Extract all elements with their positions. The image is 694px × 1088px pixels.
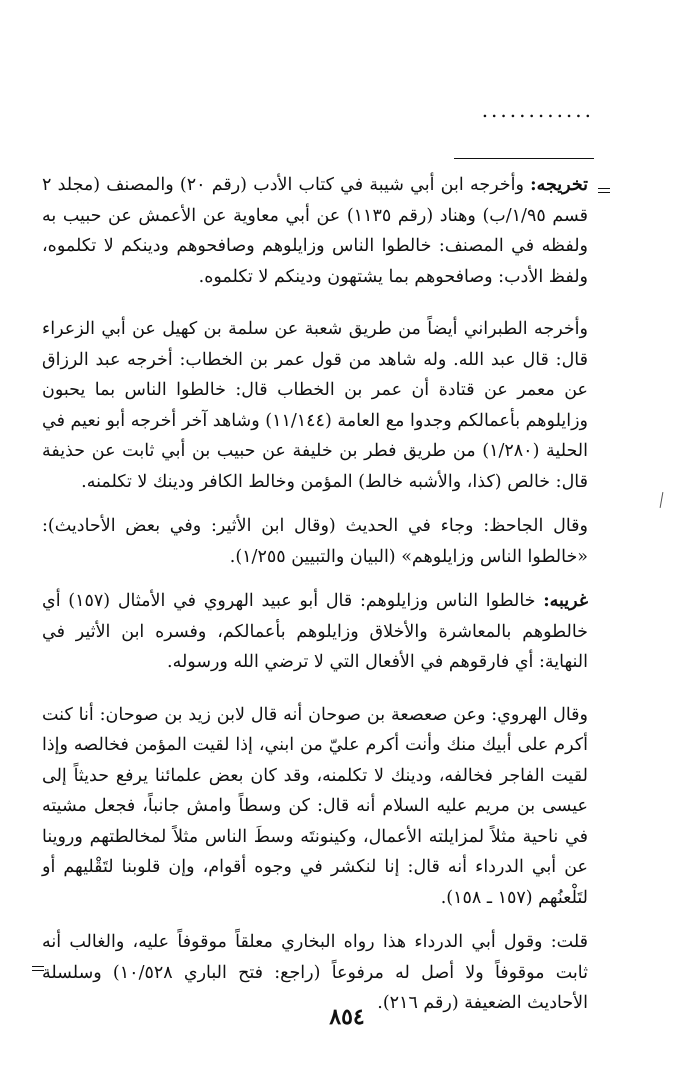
paragraph-harawi: وقال الهروي: وعن صعصعة بن صوحان أنه قال لابن زيد بن صوحان: أنا كنت أكرم على أبيك منك وأنت أكرم عليّ من ابني، إذا لقيت المؤمن فخالصه وإذا لقيت الفاجر فخالفه، ودينك لا تكلمنه، وقد كان بعض علمائنا يرفع حديثاً إلى عيسى بن مريم عليه السلام أنه قال: كن وسطاً وامش جانباً، فجعل مشيته في ناحية مثلاً لمزايلته الأعمال، وكينونتَه وسطَ الناس مثلاً لمخالطتهم وروينا عن أبي الدرداء أنه قال: إنا لنكشر في وجوه أقوام، وإن قلوبنا لتَقْليهم أو لتَلْعنُهم (١٥٧ ـ ١٥٨).	[42, 704, 588, 908]
margin-equals-mark-top	[598, 188, 610, 193]
footnote-separator-rule	[454, 158, 594, 159]
takhrij-label: تخريجه:	[530, 175, 588, 195]
paragraph-gap	[42, 913, 588, 927]
ellipsis-continuation: ............	[481, 98, 594, 122]
gharib-text: خالطوا الناس وزايلوهم: قال أبو عبيد الهروي في الأمثال (١٥٧) أي خالطوهم بالمعاشرة والأخلاق وزايلوهم بأعمالكم، وفسره ابن الأثير في النهاية: أي فارقوهم في الأفعال التي لا ترضي الله ورسوله.	[42, 591, 588, 672]
gharib-label: غريبه:	[543, 591, 588, 611]
paragraph-jahiz: وقال الجاحظ: وجاء في الحديث (وقال ابن الأثير: وفي بعض الأحاديث): «خالطوا الناس وزايلوهم» (البيان والتبيين ١/٢٥٥).	[42, 516, 588, 567]
paragraph-qultu: قلت: وقول أبي الدرداء هذا رواه البخاري معلقاً موقوفاً عليه، والغالب أنه ثابت موقوفاً ولا أصل له مرفوعاً (راجع: فتح الباري ١٠/٥٢٨) وسلسلة الأحاديث الضعيفة (رقم ٢١٦).	[42, 932, 588, 1013]
takhrij-text: وأخرجه ابن أبي شيبة في كتاب الأدب (رقم ٢٠) والمصنف (مجلد ٢ قسم ١/٩٥/ب) وهناد (رقم ١١٣٥) عن أبي معاوية عن الأعمش عن حبيب به ولفظه في المصنف: خالطوا الناس وزايلوهم وصافحوهم ودينكم لا تكلموه، ولفظ الأدب: وصافحوهم بما يشتهون ودينكم لا تكلموه.	[42, 175, 588, 287]
paragraph-gap	[42, 678, 588, 700]
page-number: ٨٥٤	[329, 1004, 365, 1030]
margin-stroke-mark	[660, 492, 664, 508]
paragraph-takhrij	[42, 170, 588, 292]
commentary-body	[42, 170, 588, 1019]
paragraph-gap	[42, 292, 588, 314]
paragraph-gharib	[42, 586, 588, 678]
paragraph-gap	[42, 572, 588, 586]
paragraph-gap	[42, 497, 588, 511]
paragraph-tabarani: وأخرجه الطبراني أيضاً من طريق شعبة عن سلمة بن كهيل عن أبي الزعراء قال: قال عبد الله. وله شاهد من قول عمر بن الخطاب: أخرجه عبد الرزاق عن معمر عن قتادة أن عمر بن الخطاب قال: خالطوا الناس بما يحبون وزايلوهم بأعمالكم وجدوا مع العامة (١١/١٤٤) وشاهد آخر أخرجه أبو نعيم في الحلية (١/٢٨٠) من طريق فطر بن خليفة عن حبيب بن أبي ثابت عن حذيفة قال: خالص (كذا، والأشبه خالط) المؤمن وخالط الكافر ودينك لا تكلمنه.	[42, 319, 588, 492]
